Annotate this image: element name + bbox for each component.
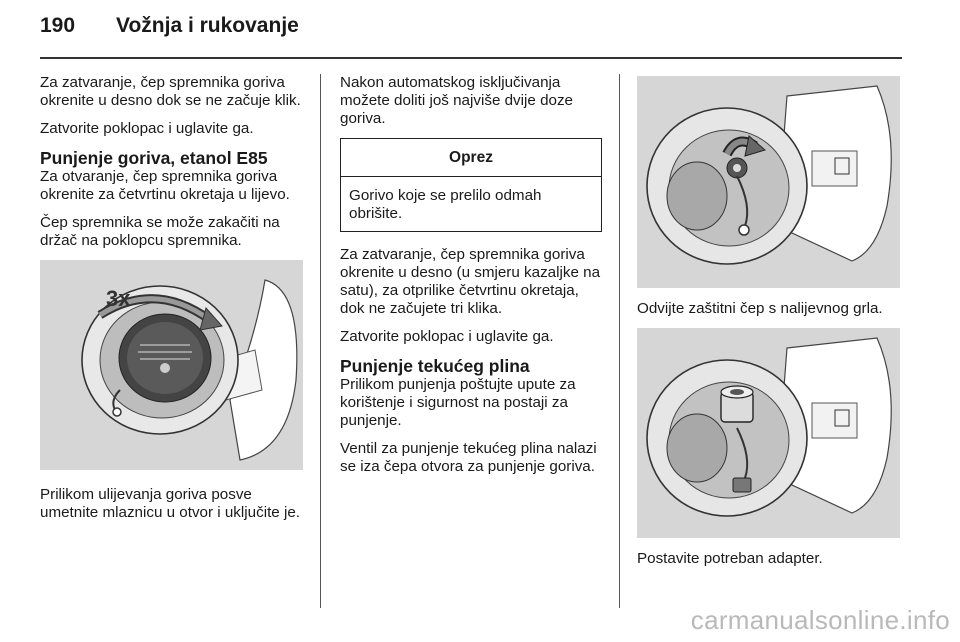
lpg-adapter-illustration	[637, 328, 900, 538]
watermark: carmanualsonline.info	[690, 605, 950, 635]
caution-text: Gorivo koje se prelilo odmah obrišite.	[349, 187, 542, 222]
caution-title: Oprez	[341, 139, 601, 177]
paragraph: Ventil za punjenje tekućeg plina nalazi se iza čepa otvora za punjenje goriva.	[340, 440, 597, 475]
column-divider	[619, 74, 620, 608]
paragraph: Zatvorite poklopac i uglavite ga.	[340, 328, 554, 345]
paragraph: Prilikom punjenja poštujte upute za korištenje i sigurnost na postaji za punjenje.	[340, 376, 576, 429]
section-heading-e85: Punjenje goriva, etanol E85	[40, 148, 268, 168]
header-rule	[40, 57, 902, 59]
paragraph: Čep spremnika se može zakačiti na držač na poklopcu spremnika.	[40, 214, 280, 249]
column-2	[340, 74, 606, 486]
chapter-title: Vožnja i rukovanje	[116, 14, 299, 37]
caution-box	[340, 138, 602, 232]
column-divider	[320, 74, 321, 608]
paragraph: Za otvaranje, čep spremnika goriva okrenite za četvrtinu okretaja u lijevo.	[40, 168, 290, 203]
lpg-cap-removal-illustration	[637, 76, 900, 288]
figure-caption: Odvijte zaštitni čep s nalijevnog grla.	[637, 300, 883, 317]
lpg-adapter-drawing	[637, 328, 900, 538]
paragraph: Prilikom ulijevanja goriva posve umetnite mlaznicu u otvor i uključite je.	[40, 486, 300, 521]
lpg-cap-drawing	[637, 76, 900, 288]
page-number: 190	[40, 14, 76, 37]
paragraph: Nakon automatskog isključivanja možete doliti još najviše dvije doze goriva.	[340, 74, 573, 127]
rotation-count-label: 3x	[106, 286, 131, 311]
section-heading-lpg: Punjenje tekućeg plina	[340, 356, 530, 376]
figure-caption: Postavite potreban adapter.	[637, 550, 823, 567]
column-1	[40, 74, 308, 532]
fuel-cap-illustration	[40, 260, 303, 470]
column-3	[637, 74, 907, 578]
page-header	[40, 14, 299, 48]
paragraph: Zatvorite poklopac i uglavite ga.	[40, 120, 254, 137]
fuel-cap-drawing	[40, 260, 303, 470]
paragraph: Za zatvaranje, čep spremnika goriva okrenite u desno (u smjeru kazaljke na satu), za otprilike četvrtinu okretaja, dok ne začujete tri klika.	[340, 246, 601, 317]
paragraph: Za zatvaranje, čep spremnika goriva okrenite u desno dok se ne začuje klik.	[40, 74, 301, 109]
